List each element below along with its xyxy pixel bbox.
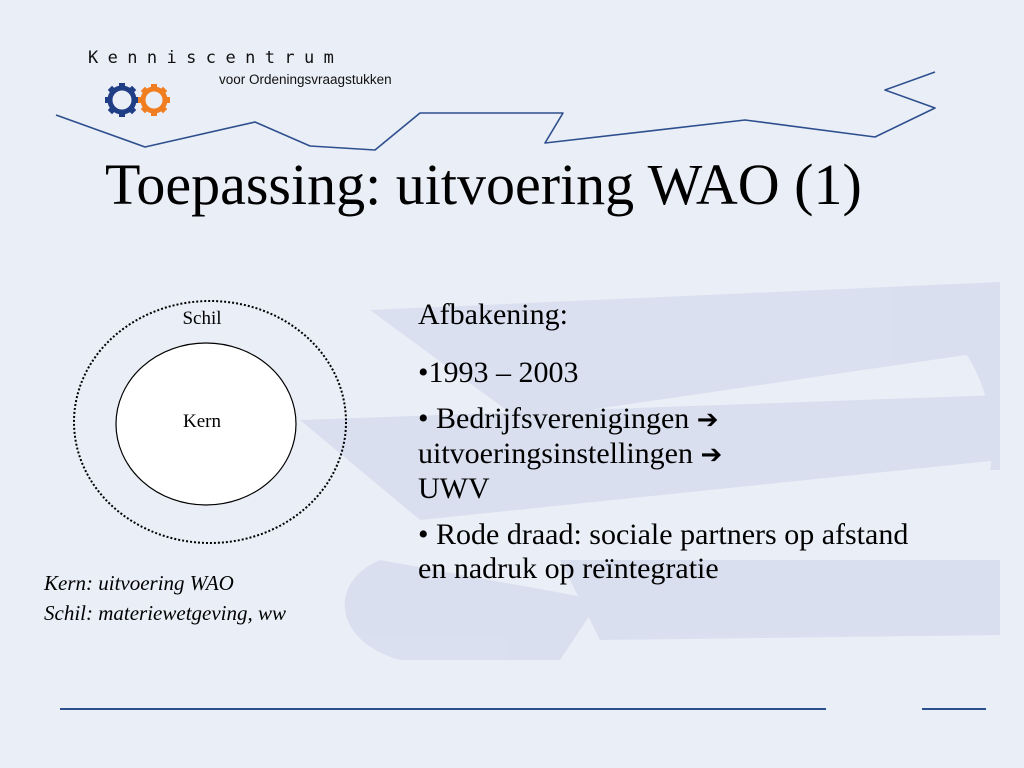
caption-line-schil: Schil: materiewetgeving, ww [44, 601, 287, 625]
logo-subtitle: voor Ordeningsvraagstukken [219, 72, 392, 87]
schil-label: Schil [182, 308, 222, 329]
kern-label: Kern [183, 411, 221, 432]
blue-gear-icon [105, 83, 139, 117]
bullet-organisations-part2: uitvoeringsinstellingen [418, 437, 693, 470]
logo-gears-icon [102, 82, 174, 118]
logo-title: Kenniscentrum [88, 48, 344, 68]
bullet-organisations-part1: • Bedrijfsverenigingen [418, 402, 690, 435]
content-heading: Afbakening: [418, 298, 568, 331]
header-wave-line [56, 72, 935, 150]
slide-title: Toepassing: uitvoering WAO (1) [105, 152, 862, 217]
arrow-right-icon: ➔ [700, 440, 723, 470]
footer-rule-short [922, 708, 986, 710]
caption-line-kern: Kern: uitvoering WAO [44, 571, 234, 595]
content-block [418, 298, 938, 598]
bullet-organisations-part3: UWV [418, 472, 490, 505]
bullet-period: •1993 – 2003 [418, 356, 579, 389]
bullet-organisations [418, 402, 938, 506]
arrow-right-icon: ➔ [696, 405, 719, 435]
diagram-caption [44, 568, 286, 628]
bullet-rode-draad: • Rode draad: sociale partners op afstand en nadruk op reïntegratie [418, 518, 909, 585]
orange-gear-icon [138, 84, 170, 116]
footer-rule-long [60, 708, 826, 710]
